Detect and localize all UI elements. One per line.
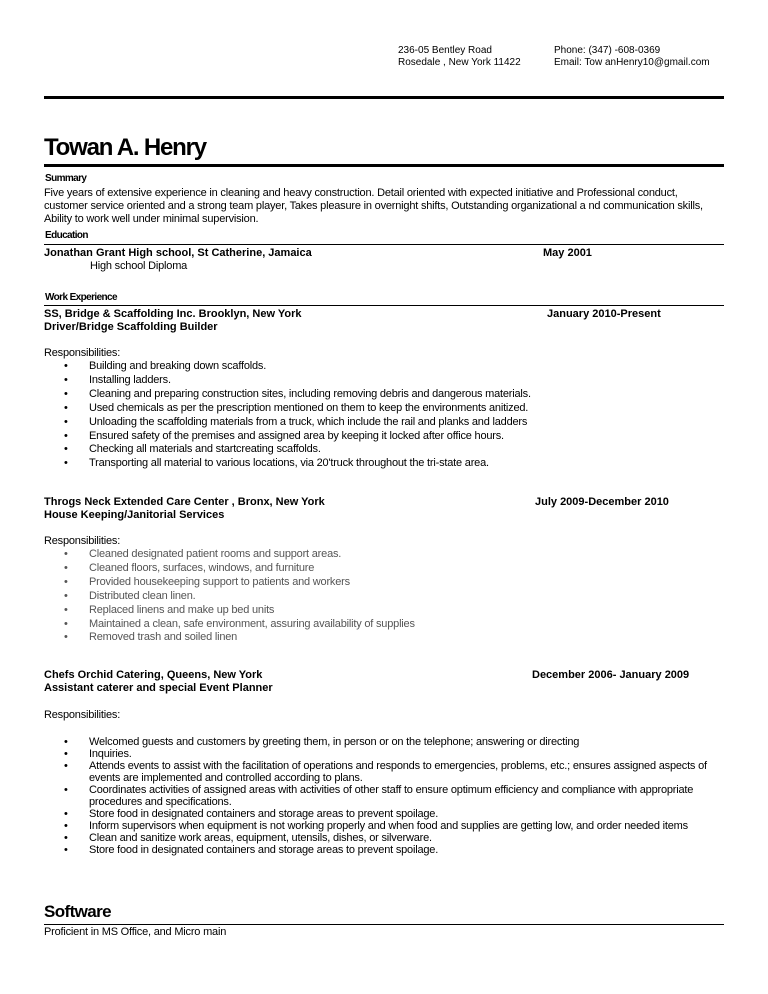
address-line-2: Rosedale , New York 11422 — [398, 57, 521, 68]
list-item: • Clean and sanitize work areas, equipment, utensils, dishes, or silverware. — [44, 832, 719, 844]
software-heading: Software — [44, 902, 111, 921]
software-text: Proficient in MS Office, and Micro main — [44, 926, 227, 938]
job-2-responsibilities-label: Responsibilities: — [44, 535, 121, 547]
job-1-date: January 2010-Present — [547, 308, 661, 320]
education-divider — [44, 244, 724, 245]
candidate-name: Towan A. Henry — [44, 134, 206, 161]
list-item: • Used chemicals as per the prescription mentioned on them to keep the environments anitized. — [44, 402, 724, 416]
list-item: • Replaced linens and make up bed units — [44, 604, 724, 618]
job-3-responsibilities-label: Responsibilities: — [44, 709, 121, 721]
list-item: • Checking all materials and startcreating scaffolds. — [44, 443, 724, 457]
header-divider — [44, 96, 724, 99]
job-1-responsibilities-label: Responsibilities: — [44, 347, 121, 359]
work-divider — [44, 305, 724, 306]
address-line-1: 236-05 Bentley Road — [398, 45, 492, 56]
job-2-title: House Keeping/Janitorial Services — [44, 509, 225, 521]
phone-email-block — [554, 45, 710, 69]
phone-text: Phone: (347) -608-0369 — [554, 45, 661, 56]
name-divider — [44, 164, 724, 167]
summary-text: Five years of extensive experience in cleaning and heavy construction. Detail oriented with expected initiative and Professional conduct, customer service oriented and a strong team player, Takes pleasure in overnight shifts, Outstanding organizational a nd communication skills, Ability to work well under minimal supervision. — [44, 187, 703, 225]
software-divider — [44, 924, 724, 925]
list-item: • Inquiries. — [44, 748, 719, 760]
job-2-date: July 2009-December 2010 — [535, 496, 669, 508]
list-item: • Cleaning and preparing construction sites, including removing debris and dangerous materials. — [44, 388, 724, 402]
email-link[interactable]: Email: Tow anHenry10@gmail.com — [554, 57, 710, 68]
job-3-bullets — [44, 736, 719, 856]
list-item: • Unloading the scaffolding materials from a truck, which include the rail and planks and ladders — [44, 416, 724, 430]
list-item: • Cleaned designated patient rooms and support areas. — [44, 548, 724, 562]
list-item: • Ensured safety of the premises and assigned area by keeping it locked after office hours. — [44, 430, 724, 444]
list-item: • Store food in designated containers and storage areas to prevent spoilage. — [44, 844, 719, 856]
education-degree: High school Diploma — [90, 260, 188, 272]
job-2-company: Throgs Neck Extended Care Center , Bronx, New York — [44, 496, 325, 508]
job-3-company: Chefs Orchid Catering, Queens, New York — [44, 669, 263, 681]
job-1-title: Driver/Bridge Scaffolding Builder — [44, 321, 218, 333]
job-1-bullets — [44, 360, 724, 471]
address-block — [398, 45, 521, 69]
education-school: Jonathan Grant High school, St Catherine, Jamaica — [44, 247, 312, 259]
list-item: • Installing ladders. — [44, 374, 724, 388]
list-item: • Inform supervisors when equipment is not working properly and when food and supplies are getting low, and order needed items — [44, 820, 719, 832]
list-item: • Building and breaking down scaffolds. — [44, 360, 724, 374]
list-item: • Removed trash and soiled linen — [44, 631, 724, 645]
list-item: • Welcomed guests and customers by greeting them, in person or on the telephone; answering or directing — [44, 736, 719, 748]
list-item: • Provided housekeeping support to patients and workers — [44, 576, 724, 590]
education-heading: Education — [45, 230, 88, 241]
list-item: • Maintained a clean, safe environment, assuring availability of supplies — [44, 618, 724, 632]
job-1-company: SS, Bridge & Scaffolding Inc. Brooklyn, New York — [44, 308, 302, 320]
work-heading: Work Experience — [45, 292, 117, 303]
job-3-title: Assistant caterer and special Event Planner — [44, 682, 273, 694]
job-2-bullets — [44, 548, 724, 645]
list-item: • Distributed clean linen. — [44, 590, 724, 604]
list-item: • Transporting all material to various locations, via 20'truck throughout the tri-state area. — [44, 457, 724, 471]
list-item: • Store food in designated containers and storage areas to prevent spoilage. — [44, 808, 719, 820]
list-item: • Attends events to assist with the facilitation of operations and responds to emergencies, problems, etc.; ensures assigned aspects of events are implemented and controlled according to plans. — [44, 760, 719, 784]
summary-heading: Summary — [45, 173, 87, 184]
education-date: May 2001 — [543, 247, 592, 259]
list-item: • Coordinates activities of assigned areas with activities of other staff to ensure optimum efficiency and compliance with appropriate procedures and specifications. — [44, 784, 719, 808]
list-item: • Cleaned floors, surfaces, windows, and furniture — [44, 562, 724, 576]
job-3-date: December 2006- January 2009 — [532, 669, 690, 681]
